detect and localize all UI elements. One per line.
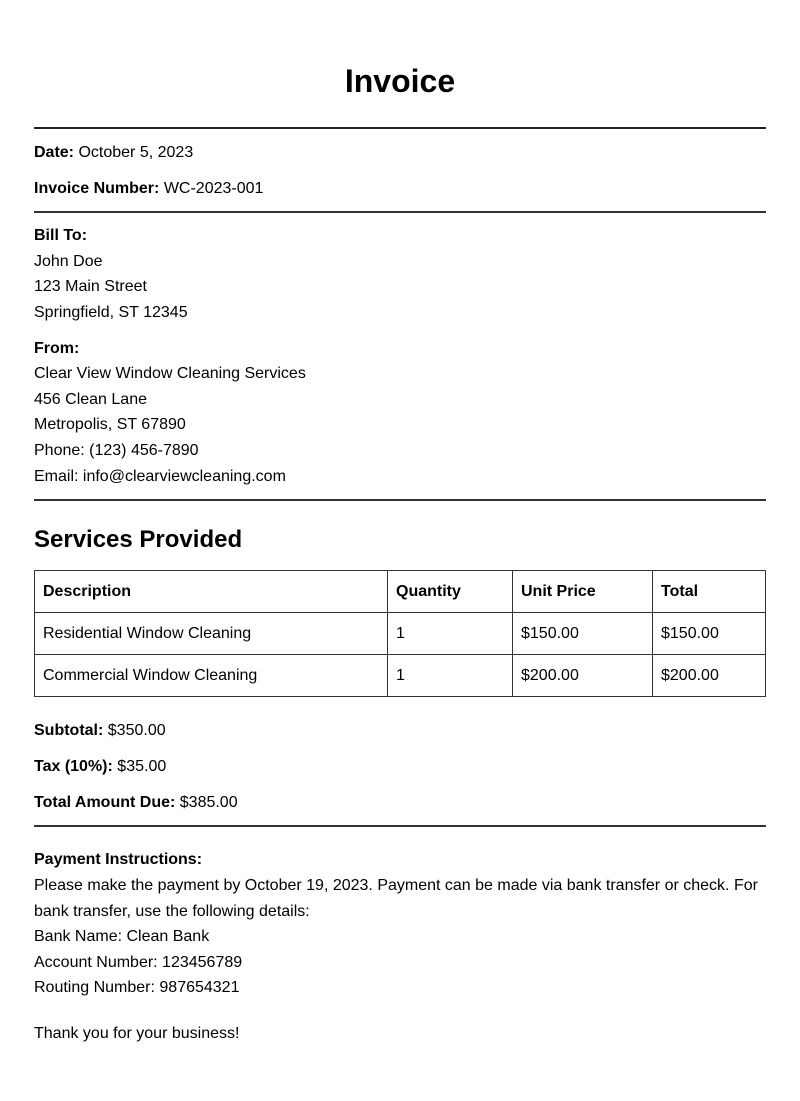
bill-to-city: Springfield, ST 12345 bbox=[34, 304, 188, 321]
invoice-number-value: WC-2023-001 bbox=[163, 180, 264, 197]
title-divider bbox=[34, 127, 766, 129]
table-header-row bbox=[35, 571, 766, 613]
tax-value: $35.00 bbox=[117, 758, 167, 775]
from-email: Email: info@clearviewcleaning.com bbox=[34, 468, 286, 485]
payment-text: Please make the payment by October 19, 2023. Payment can be made via bank transfer or check. For bank transfer, use the following details: bbox=[34, 877, 758, 920]
from-city: Metropolis, ST 67890 bbox=[34, 416, 186, 433]
cell-quantity: 1 bbox=[388, 655, 513, 697]
cell-quantity: 1 bbox=[388, 613, 513, 655]
col-header-unit-price: Unit Price bbox=[513, 571, 653, 613]
services-table bbox=[34, 570, 766, 697]
col-header-quantity: Quantity bbox=[388, 571, 513, 613]
date-line bbox=[34, 143, 193, 163]
cell-description: Commercial Window Cleaning bbox=[35, 655, 388, 697]
bill-to-name: John Doe bbox=[34, 253, 103, 270]
date-value: October 5, 2023 bbox=[78, 144, 194, 161]
routing-number: Routing Number: 987654321 bbox=[34, 979, 240, 996]
from-company: Clear View Window Cleaning Services bbox=[34, 365, 306, 382]
total-due-line bbox=[34, 793, 238, 813]
total-due-label: Total Amount Due: bbox=[34, 794, 176, 811]
from-street: 456 Clean Lane bbox=[34, 391, 147, 408]
invoice-title: Invoice bbox=[344, 63, 456, 99]
table-row bbox=[35, 613, 766, 655]
meta-divider bbox=[34, 211, 766, 213]
col-header-description: Description bbox=[35, 571, 388, 613]
bank-name: Bank Name: Clean Bank bbox=[34, 928, 210, 945]
cell-unit-price: $150.00 bbox=[513, 613, 653, 655]
total-due-value: $385.00 bbox=[179, 794, 238, 811]
totals-divider bbox=[34, 825, 766, 827]
from-label: From: bbox=[34, 340, 80, 357]
bill-to-street: 123 Main Street bbox=[34, 278, 147, 295]
cell-total: $150.00 bbox=[653, 613, 766, 655]
cell-unit-price: $200.00 bbox=[513, 655, 653, 697]
cell-total: $200.00 bbox=[653, 655, 766, 697]
cell-description: Residential Window Cleaning bbox=[35, 613, 388, 655]
tax-line bbox=[34, 757, 166, 777]
bill-to-label: Bill To: bbox=[34, 227, 88, 244]
services-title: Services Provided bbox=[34, 526, 243, 553]
payment-label: Payment Instructions: bbox=[34, 851, 203, 868]
closing-message: Thank you for your business! bbox=[34, 1025, 240, 1042]
from-phone: Phone: (123) 456-7890 bbox=[34, 442, 199, 459]
invoice-number-line bbox=[34, 179, 263, 199]
account-number: Account Number: 123456789 bbox=[34, 954, 243, 971]
subtotal-label: Subtotal: bbox=[34, 722, 104, 739]
subtotal-value: $350.00 bbox=[107, 722, 166, 739]
table-row bbox=[35, 655, 766, 697]
col-header-total: Total bbox=[653, 571, 766, 613]
subtotal-line bbox=[34, 721, 166, 741]
address-divider bbox=[34, 499, 766, 501]
invoice-number-label: Invoice Number: bbox=[34, 180, 160, 197]
date-label: Date: bbox=[34, 144, 75, 161]
tax-label: Tax (10%): bbox=[34, 758, 113, 775]
